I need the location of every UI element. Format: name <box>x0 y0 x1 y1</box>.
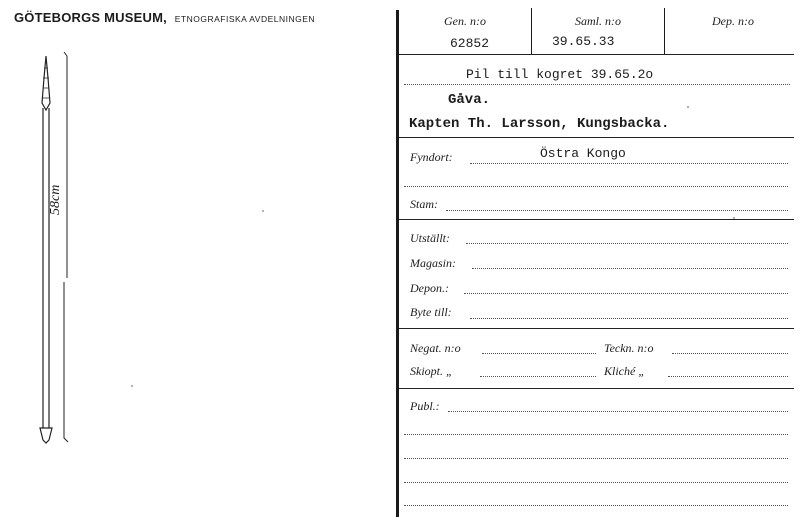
publ-line-1 <box>448 411 788 412</box>
header-divider-1 <box>531 8 532 54</box>
byte-line <box>470 318 788 319</box>
scan-speck <box>687 106 689 108</box>
fyndort-line <box>470 163 788 164</box>
scan-speck <box>131 385 133 387</box>
gen-no-value: 62852 <box>450 36 490 51</box>
scan-speck <box>733 217 735 219</box>
object-description: Pil till kogret 39.65.2o <box>466 67 654 82</box>
kliche-label: Kliché „ <box>604 364 645 378</box>
donor-underline <box>399 137 794 138</box>
gift-text: Gåva. <box>448 92 491 108</box>
teckn-line <box>672 353 788 354</box>
stam-line <box>446 210 788 211</box>
saml-no-label: Saml. n:o <box>575 14 621 28</box>
length-note-text: 58cm <box>48 184 63 215</box>
skiopt-line <box>480 376 596 377</box>
kliche-line <box>668 376 788 377</box>
card-left-border <box>396 10 399 517</box>
length-note <box>48 155 68 215</box>
publ-label: Publ.: <box>410 399 440 413</box>
byte-label: Byte till: <box>410 305 452 319</box>
object-line <box>404 84 790 85</box>
magasin-label: Magasin: <box>410 256 456 270</box>
dep-no-label: Dep. n:o <box>712 14 754 28</box>
museum-header <box>14 10 315 25</box>
museum-name: GÖTEBORGS MUSEUM, <box>14 10 167 25</box>
publ-line-2 <box>404 434 788 435</box>
arrow-drawing <box>20 48 110 458</box>
utstallt-label: Utställt: <box>410 231 451 245</box>
header-divider-2 <box>664 8 665 54</box>
negat-line <box>482 353 596 354</box>
department-name: ETNOGRAFISKA AVDELNINGEN <box>174 14 316 24</box>
teckn-label: Teckn. n:o <box>604 341 654 355</box>
negat-label: Negat. n:o <box>410 341 461 355</box>
publ-line-3 <box>404 458 788 459</box>
magasin-line <box>472 268 788 269</box>
gen-no-label: Gen. n:o <box>444 14 486 28</box>
utstallt-line <box>466 243 788 244</box>
depon-line <box>464 293 788 294</box>
skiopt-label: Skiopt. „ <box>410 364 453 378</box>
saml-no-value: 39.65.33 <box>552 34 615 49</box>
donor-text: Kapten Th. Larsson, Kungsbacka. <box>409 116 670 132</box>
stam-bottom-line <box>399 219 794 220</box>
depon-label: Depon.: <box>410 281 449 295</box>
stam-label: Stam: <box>410 197 438 211</box>
fyndort-value: Östra Kongo <box>540 146 626 161</box>
header-bottom-line <box>399 54 794 55</box>
fyndort-line-2 <box>404 186 788 187</box>
scan-speck <box>262 210 264 212</box>
publ-line-5 <box>404 505 788 506</box>
publ-line-4 <box>404 482 788 483</box>
image-bottom-line <box>399 388 794 389</box>
storage-bottom-line <box>399 328 794 329</box>
fyndort-label: Fyndort: <box>410 150 453 164</box>
